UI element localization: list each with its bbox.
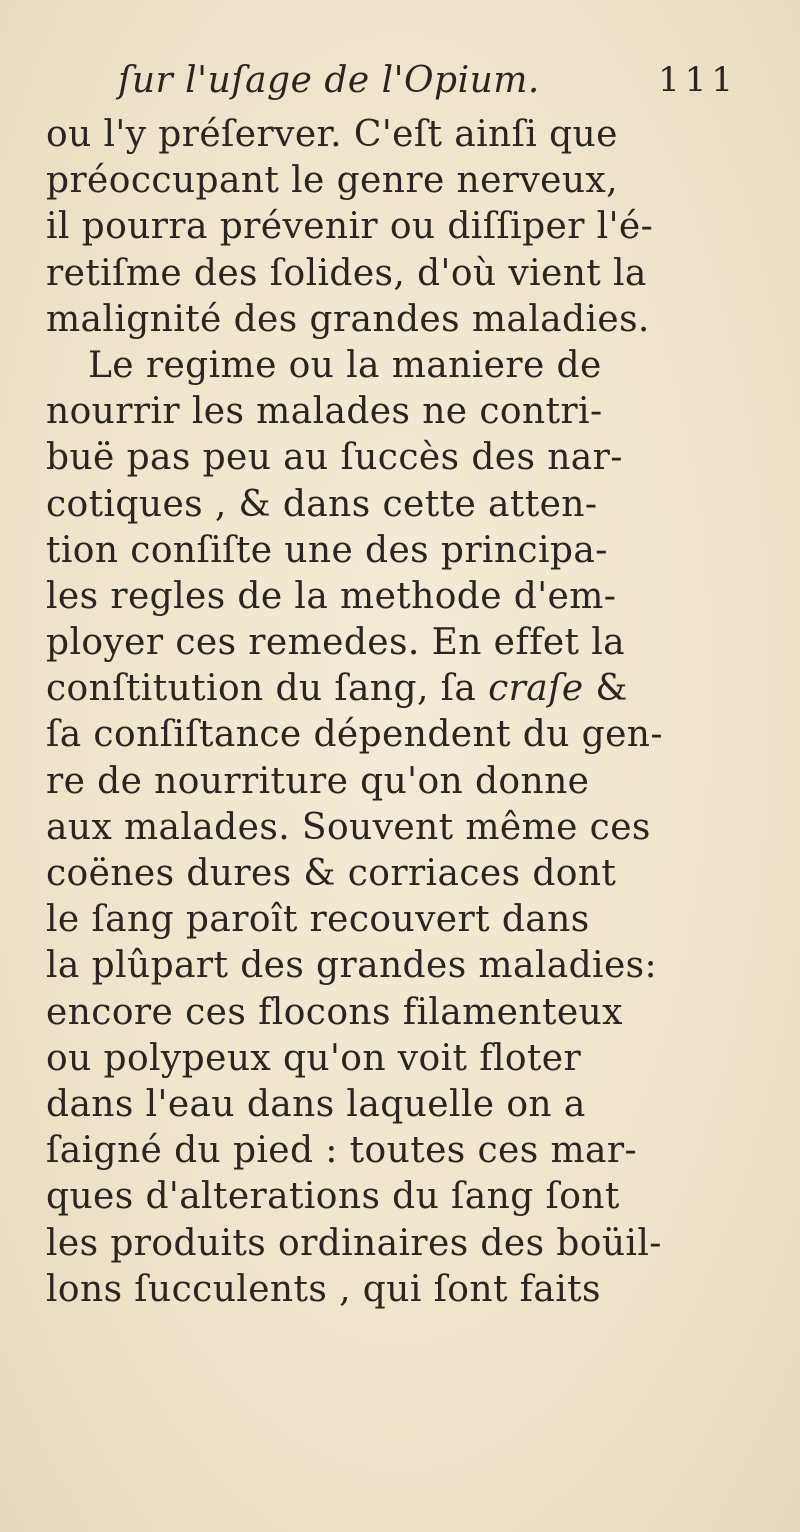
text-line bbox=[46, 1174, 746, 1220]
text-line bbox=[46, 805, 746, 851]
text-line bbox=[46, 251, 746, 297]
body-text bbox=[46, 112, 746, 1313]
text-line bbox=[46, 297, 746, 343]
text-segment: dans l'eau dans laquelle on a bbox=[46, 1083, 586, 1125]
text-segment: tion conſiſte une des principa- bbox=[46, 529, 608, 571]
text-line bbox=[46, 435, 746, 481]
text-segment: cotiques , & dans cette atten- bbox=[46, 483, 598, 525]
text-line bbox=[46, 1267, 746, 1313]
text-line bbox=[46, 343, 746, 389]
text-segment: & bbox=[583, 668, 628, 710]
text-line bbox=[46, 759, 746, 805]
text-segment: ſa conſiſtance dépendent du gen- bbox=[46, 714, 663, 756]
text-segment: la plûpart des grandes maladies: bbox=[46, 945, 658, 987]
text-segment: le ſang paroît recouvert dans bbox=[46, 899, 590, 941]
running-title: ſur l'uſage de l'Opium. bbox=[118, 60, 540, 101]
text-segment: re de nourriture qu'on donne bbox=[46, 760, 590, 802]
text-segment: Le regime ou la maniere de bbox=[88, 344, 602, 386]
text-segment: ou l'y préſerver. C'eſt ainſi que bbox=[46, 114, 618, 155]
text-segment: encore ces flocons filamenteux bbox=[46, 991, 623, 1033]
text-segment: conſtitution du ſang, ſa bbox=[46, 668, 489, 710]
text-segment: il pourra prévenir ou diſſiper l'é- bbox=[46, 206, 654, 248]
text-segment: préoccupant le genre nerveux, bbox=[46, 160, 618, 202]
text-line bbox=[46, 990, 746, 1036]
text-segment: buë pas peu au ſuccès des nar- bbox=[46, 437, 623, 479]
text-segment: ployer ces remedes. En effet la bbox=[46, 622, 626, 664]
text-segment: retiſme des ſolides, d'où vient la bbox=[46, 252, 647, 294]
text-segment: coënes dures & corriaces dont bbox=[46, 853, 617, 894]
text-line bbox=[46, 620, 746, 666]
text-line bbox=[46, 1221, 746, 1267]
text-segment: nourrir les malades ne contri- bbox=[46, 391, 603, 433]
text-segment: ſaigné du pied : toutes ces mar- bbox=[46, 1130, 638, 1172]
text-line bbox=[46, 112, 746, 158]
text-line bbox=[46, 389, 746, 435]
text-segment: les regles de la methode d'em- bbox=[46, 575, 617, 617]
text-segment: lons ſucculents , qui ſont faits bbox=[46, 1268, 601, 1310]
text-segment: ques d'alterations du ſang ſont bbox=[46, 1176, 620, 1218]
text-line bbox=[46, 943, 746, 989]
text-segment: malignité des grandes maladies. bbox=[46, 298, 650, 340]
text-line bbox=[46, 897, 746, 943]
text-line bbox=[46, 851, 746, 897]
page-number: 111 bbox=[658, 60, 738, 100]
text-segment: les produits ordinaires des boüil- bbox=[46, 1222, 662, 1264]
text-line bbox=[46, 528, 746, 574]
text-line bbox=[46, 574, 746, 620]
text-line bbox=[46, 1036, 746, 1082]
text-line bbox=[46, 1128, 746, 1174]
text-line bbox=[46, 1082, 746, 1128]
text-line bbox=[46, 666, 746, 712]
text-line bbox=[46, 712, 746, 758]
page-header bbox=[118, 60, 738, 110]
text-line bbox=[46, 204, 746, 250]
text-segment: aux malades. Souvent même ces bbox=[46, 806, 651, 848]
text-line bbox=[46, 482, 746, 528]
italic-term: craſe bbox=[488, 668, 584, 710]
text-segment: ou polypeux qu'on voit floter bbox=[46, 1037, 582, 1079]
text-line bbox=[46, 158, 746, 204]
